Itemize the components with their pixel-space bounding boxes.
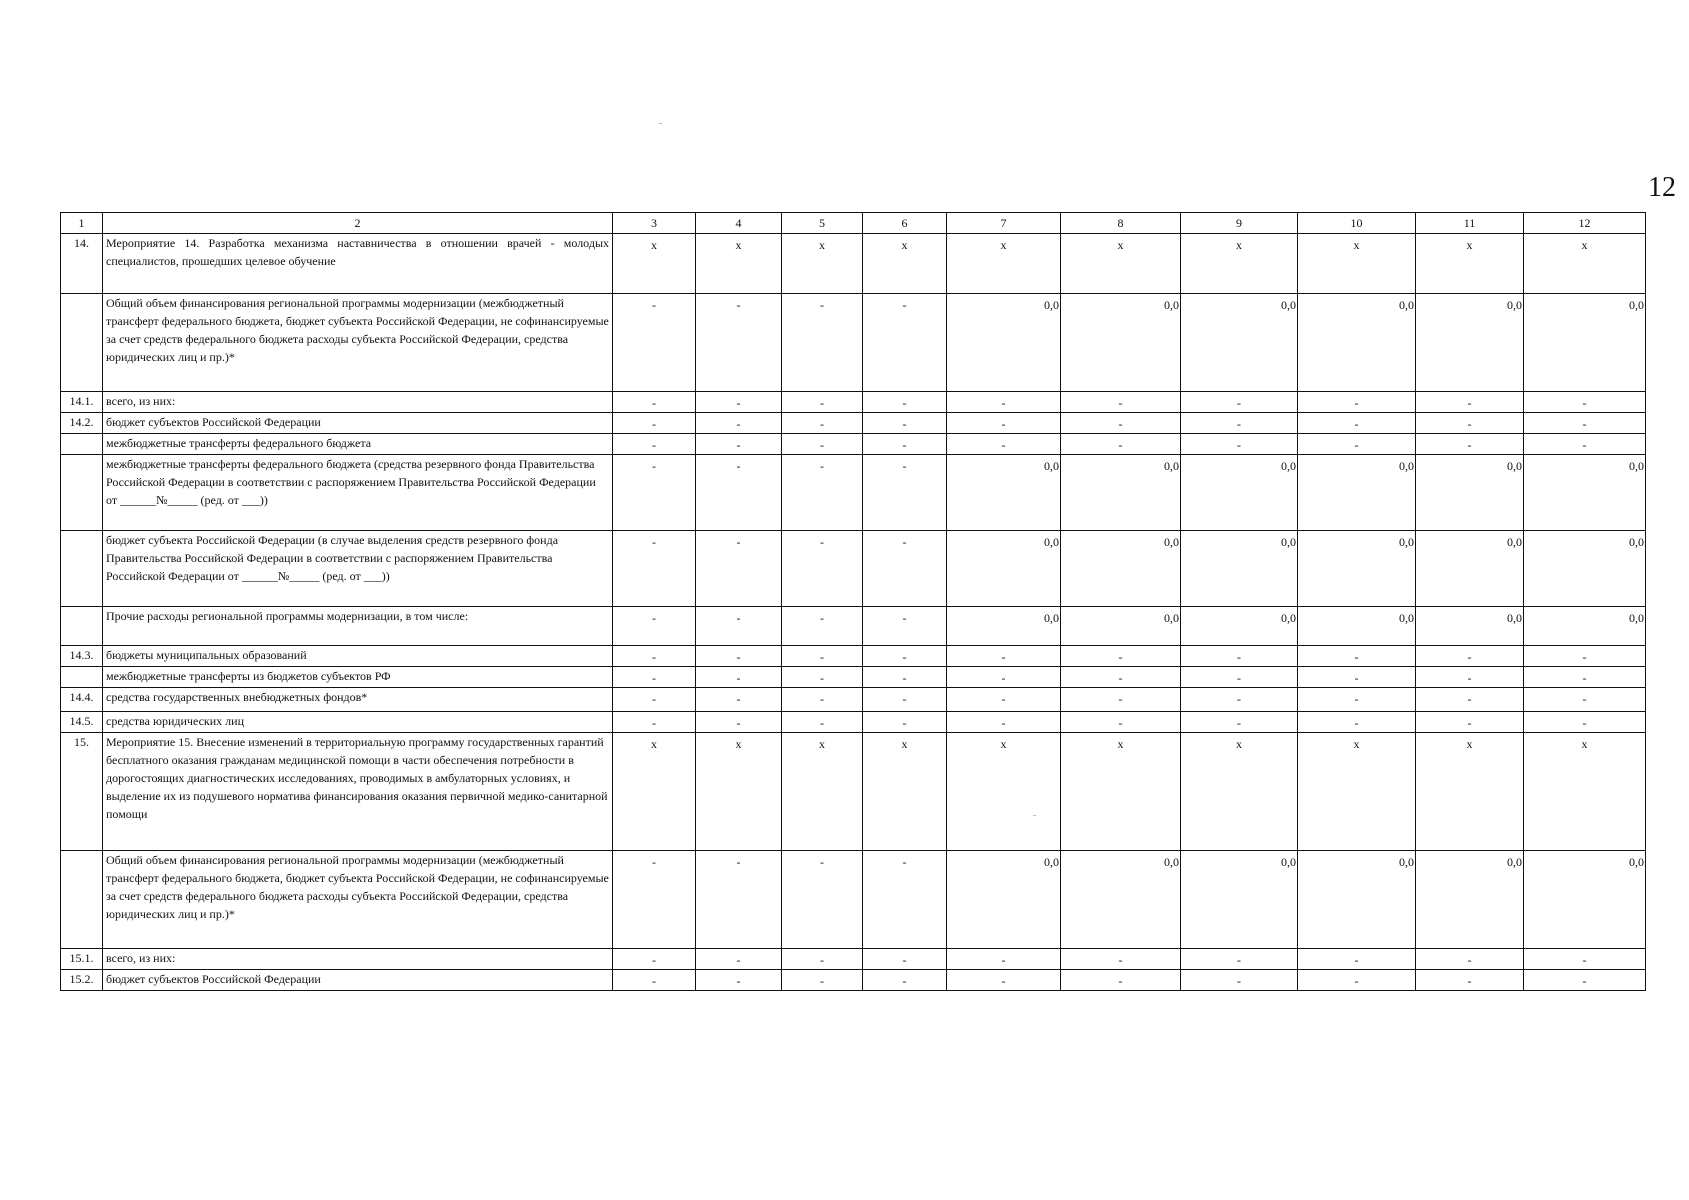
value-cell: -: [1298, 970, 1416, 991]
value-cell: -: [947, 646, 1061, 667]
value-cell: -: [1298, 712, 1416, 733]
value-cell: -: [863, 434, 947, 455]
value-cell: -: [1416, 434, 1524, 455]
value-cell: -: [863, 667, 947, 688]
col-header: 1: [61, 213, 103, 234]
row-number: [61, 667, 103, 688]
row-number: 15.: [61, 733, 103, 851]
value-cell: -: [1061, 646, 1181, 667]
value-cell: 0,0: [1181, 607, 1298, 646]
value-cell: 0,0: [1524, 294, 1646, 392]
row-number: 14.1.: [61, 392, 103, 413]
column-number-header: [61, 213, 1646, 234]
value-cell: -: [782, 413, 863, 434]
value-cell: -: [782, 851, 863, 949]
value-cell: -: [1298, 646, 1416, 667]
table-row: [61, 970, 1646, 991]
row-description: Общий объем финансирования региональной программы модернизации (межбюджетный трансферт федерального бюджета, бюджет субъекта Российской Федерации, не софинансируемые за счет средств федерального бюджета расходы субъекта Российской Федерации, средства юридических лиц и пр.)*: [103, 851, 613, 949]
value-cell: -: [696, 646, 782, 667]
value-cell: -: [613, 434, 696, 455]
value-cell: -: [863, 607, 947, 646]
row-description: межбюджетные трансферты федерального бюджета (средства резервного фонда Правительства Российской Федерации в соответствии с распоряжением Правительства Российской Федерации от ______№_____ (ред. от ___)): [103, 455, 613, 531]
value-cell: -: [863, 712, 947, 733]
value-cell: -: [1524, 970, 1646, 991]
value-cell: -: [1181, 646, 1298, 667]
value-cell: x: [1524, 234, 1646, 294]
value-cell: -: [1416, 949, 1524, 970]
value-cell: 0,0: [1416, 455, 1524, 531]
col-header: 12: [1524, 213, 1646, 234]
value-cell: -: [1181, 712, 1298, 733]
value-cell: x: [1298, 733, 1416, 851]
value-cell: 0,0: [947, 455, 1061, 531]
row-number: 15.1.: [61, 949, 103, 970]
table-row: [61, 851, 1646, 949]
value-cell: -: [947, 949, 1061, 970]
value-cell: -: [1416, 688, 1524, 712]
value-cell: -: [782, 294, 863, 392]
value-cell: -: [696, 667, 782, 688]
value-cell: -: [1524, 949, 1646, 970]
col-header: 3: [613, 213, 696, 234]
value-cell: -: [613, 688, 696, 712]
table-row: [61, 712, 1646, 733]
table-row: [61, 949, 1646, 970]
value-cell: 0,0: [1181, 294, 1298, 392]
value-cell: -: [1061, 434, 1181, 455]
col-header: 5: [782, 213, 863, 234]
table-row: [61, 688, 1646, 712]
financing-table: [60, 212, 1646, 991]
value-cell: -: [613, 392, 696, 413]
value-cell: -: [947, 434, 1061, 455]
value-cell: -: [782, 667, 863, 688]
value-cell: 0,0: [947, 607, 1061, 646]
row-description: средства юридических лиц: [103, 712, 613, 733]
value-cell: -: [1524, 646, 1646, 667]
value-cell: -: [1524, 392, 1646, 413]
col-header: 6: [863, 213, 947, 234]
value-cell: -: [947, 413, 1061, 434]
value-cell: -: [863, 949, 947, 970]
value-cell: 0,0: [1524, 607, 1646, 646]
col-header: 8: [1061, 213, 1181, 234]
value-cell: -: [613, 455, 696, 531]
value-cell: x: [1181, 733, 1298, 851]
value-cell: x: [1416, 234, 1524, 294]
value-cell: -: [1298, 688, 1416, 712]
value-cell: -: [863, 646, 947, 667]
value-cell: -: [613, 646, 696, 667]
value-cell: 0,0: [1061, 294, 1181, 392]
value-cell: -: [696, 607, 782, 646]
value-cell: -: [696, 688, 782, 712]
value-cell: x: [947, 733, 1061, 851]
value-cell: -: [1181, 413, 1298, 434]
value-cell: -: [1298, 392, 1416, 413]
value-cell: -: [947, 688, 1061, 712]
value-cell: -: [1061, 712, 1181, 733]
value-cell: 0,0: [1298, 455, 1416, 531]
table-row: [61, 434, 1646, 455]
value-cell: -: [782, 646, 863, 667]
value-cell: -: [1181, 688, 1298, 712]
value-cell: 0,0: [1298, 294, 1416, 392]
value-cell: x: [782, 733, 863, 851]
value-cell: -: [613, 607, 696, 646]
value-cell: x: [863, 733, 947, 851]
value-cell: x: [947, 234, 1061, 294]
scan-speck: [659, 123, 662, 124]
value-cell: -: [1061, 413, 1181, 434]
value-cell: x: [1524, 733, 1646, 851]
value-cell: -: [947, 712, 1061, 733]
value-cell: -: [613, 949, 696, 970]
value-cell: 0,0: [1061, 607, 1181, 646]
value-cell: x: [696, 733, 782, 851]
value-cell: -: [1061, 392, 1181, 413]
value-cell: -: [863, 531, 947, 607]
page-number: 12: [1648, 172, 1676, 203]
value-cell: -: [782, 392, 863, 413]
value-cell: -: [782, 949, 863, 970]
value-cell: x: [863, 234, 947, 294]
value-cell: -: [696, 392, 782, 413]
value-cell: -: [613, 531, 696, 607]
value-cell: -: [696, 434, 782, 455]
value-cell: -: [613, 851, 696, 949]
value-cell: 0,0: [947, 531, 1061, 607]
value-cell: 0,0: [1524, 531, 1646, 607]
value-cell: -: [696, 851, 782, 949]
value-cell: 0,0: [1298, 607, 1416, 646]
row-description: Прочие расходы региональной программы модернизации, в том числе:: [103, 607, 613, 646]
value-cell: x: [1061, 234, 1181, 294]
value-cell: -: [1524, 712, 1646, 733]
value-cell: -: [947, 392, 1061, 413]
value-cell: -: [696, 712, 782, 733]
value-cell: -: [1298, 434, 1416, 455]
value-cell: -: [782, 970, 863, 991]
value-cell: x: [1061, 733, 1181, 851]
value-cell: -: [863, 392, 947, 413]
value-cell: 0,0: [1181, 455, 1298, 531]
value-cell: -: [1416, 392, 1524, 413]
value-cell: -: [696, 949, 782, 970]
row-number: 14.4.: [61, 688, 103, 712]
table-row: [61, 455, 1646, 531]
value-cell: -: [782, 455, 863, 531]
value-cell: -: [1061, 688, 1181, 712]
row-number: [61, 294, 103, 392]
value-cell: -: [1181, 434, 1298, 455]
value-cell: -: [613, 667, 696, 688]
value-cell: -: [947, 667, 1061, 688]
value-cell: -: [1298, 413, 1416, 434]
col-header: 4: [696, 213, 782, 234]
table-row: [61, 531, 1646, 607]
value-cell: -: [696, 294, 782, 392]
value-cell: -: [1524, 413, 1646, 434]
value-cell: 0,0: [1524, 851, 1646, 949]
value-cell: -: [782, 607, 863, 646]
value-cell: -: [1061, 970, 1181, 991]
value-cell: -: [1416, 970, 1524, 991]
row-number: [61, 531, 103, 607]
row-number: 14.: [61, 234, 103, 294]
row-description: бюджет субъектов Российской Федерации: [103, 970, 613, 991]
col-header: 7: [947, 213, 1061, 234]
row-description: бюджет субъекта Российской Федерации (в случае выделения средств резервного фонда Правительства Российской Федерации в соответствии с распоряжением Правительства Российской Федерации от ______№_____ (ред. от ___)): [103, 531, 613, 607]
value-cell: -: [1181, 667, 1298, 688]
row-number: 14.3.: [61, 646, 103, 667]
table-row: [61, 607, 1646, 646]
value-cell: -: [782, 688, 863, 712]
value-cell: -: [696, 970, 782, 991]
value-cell: -: [1416, 712, 1524, 733]
value-cell: -: [696, 455, 782, 531]
value-cell: -: [1298, 949, 1416, 970]
value-cell: -: [863, 688, 947, 712]
value-cell: 0,0: [1416, 531, 1524, 607]
col-header: 9: [1181, 213, 1298, 234]
value-cell: x: [1181, 234, 1298, 294]
value-cell: -: [613, 413, 696, 434]
row-description: Мероприятие 14. Разработка механизма наставничества в отношении врачей - молодых специалистов, прошедших целевое обучение: [103, 234, 613, 294]
value-cell: x: [613, 733, 696, 851]
value-cell: -: [947, 970, 1061, 991]
value-cell: 0,0: [947, 851, 1061, 949]
value-cell: 0,0: [1524, 455, 1646, 531]
value-cell: 0,0: [1181, 851, 1298, 949]
value-cell: -: [1061, 949, 1181, 970]
value-cell: x: [696, 234, 782, 294]
row-description: всего, из них:: [103, 392, 613, 413]
table-row: [61, 667, 1646, 688]
row-number: 14.5.: [61, 712, 103, 733]
value-cell: -: [1061, 667, 1181, 688]
col-header: 2: [103, 213, 613, 234]
value-cell: -: [613, 294, 696, 392]
table-row: [61, 294, 1646, 392]
row-description: бюджет субъектов Российской Федерации: [103, 413, 613, 434]
value-cell: -: [1416, 413, 1524, 434]
row-description: бюджеты муниципальных образований: [103, 646, 613, 667]
table-row: [61, 392, 1646, 413]
row-description: Общий объем финансирования региональной программы модернизации (межбюджетный трансферт федерального бюджета, бюджет субъекта Российской Федерации, не софинансируемые за счет средств федерального бюджета расходы субъекта Российской Федерации, средства юридических лиц и пр.)*: [103, 294, 613, 392]
value-cell: -: [782, 531, 863, 607]
row-number: [61, 851, 103, 949]
value-cell: 0,0: [1061, 851, 1181, 949]
value-cell: 0,0: [1061, 531, 1181, 607]
value-cell: -: [863, 413, 947, 434]
value-cell: -: [782, 712, 863, 733]
value-cell: 0,0: [1416, 607, 1524, 646]
value-cell: -: [863, 455, 947, 531]
row-number: 15.2.: [61, 970, 103, 991]
value-cell: 0,0: [1416, 851, 1524, 949]
table-row: [61, 234, 1646, 294]
value-cell: 0,0: [1298, 851, 1416, 949]
value-cell: x: [782, 234, 863, 294]
value-cell: -: [1416, 667, 1524, 688]
value-cell: -: [1524, 688, 1646, 712]
row-number: [61, 434, 103, 455]
table-row: [61, 646, 1646, 667]
value-cell: -: [1181, 392, 1298, 413]
value-cell: x: [613, 234, 696, 294]
value-cell: 0,0: [947, 294, 1061, 392]
value-cell: 0,0: [1416, 294, 1524, 392]
value-cell: -: [1298, 667, 1416, 688]
col-header: 11: [1416, 213, 1524, 234]
value-cell: -: [1524, 667, 1646, 688]
row-number: 14.2.: [61, 413, 103, 434]
row-description: межбюджетные трансферты федерального бюджета: [103, 434, 613, 455]
table-row: [61, 733, 1646, 851]
value-cell: -: [863, 851, 947, 949]
table-row: [61, 413, 1646, 434]
value-cell: -: [863, 970, 947, 991]
row-description: всего, из них:: [103, 949, 613, 970]
value-cell: -: [1416, 646, 1524, 667]
value-cell: 0,0: [1061, 455, 1181, 531]
value-cell: -: [782, 434, 863, 455]
value-cell: 0,0: [1298, 531, 1416, 607]
value-cell: -: [1181, 970, 1298, 991]
value-cell: -: [863, 294, 947, 392]
value-cell: 0,0: [1181, 531, 1298, 607]
value-cell: -: [696, 531, 782, 607]
row-description: Мероприятие 15. Внесение изменений в территориальную программу государственных гарантий бесплатного оказания гражданам медицинской помощи в части обеспечения потребности в дорогостоящих диагностических исследованиях, проводимых в амбулаторных условиях, и выделение их из подушевого норматива финансирования оказания первичной медико-санитарной помощи: [103, 733, 613, 851]
col-header: 10: [1298, 213, 1416, 234]
row-description: межбюджетные трансферты из бюджетов субъектов РФ: [103, 667, 613, 688]
value-cell: -: [1181, 949, 1298, 970]
value-cell: x: [1416, 733, 1524, 851]
value-cell: -: [613, 970, 696, 991]
row-description: средства государственных внебюджетных фондов*: [103, 688, 613, 712]
value-cell: -: [1524, 434, 1646, 455]
row-number: [61, 607, 103, 646]
row-number: [61, 455, 103, 531]
value-cell: x: [1298, 234, 1416, 294]
value-cell: -: [696, 413, 782, 434]
value-cell: -: [613, 712, 696, 733]
